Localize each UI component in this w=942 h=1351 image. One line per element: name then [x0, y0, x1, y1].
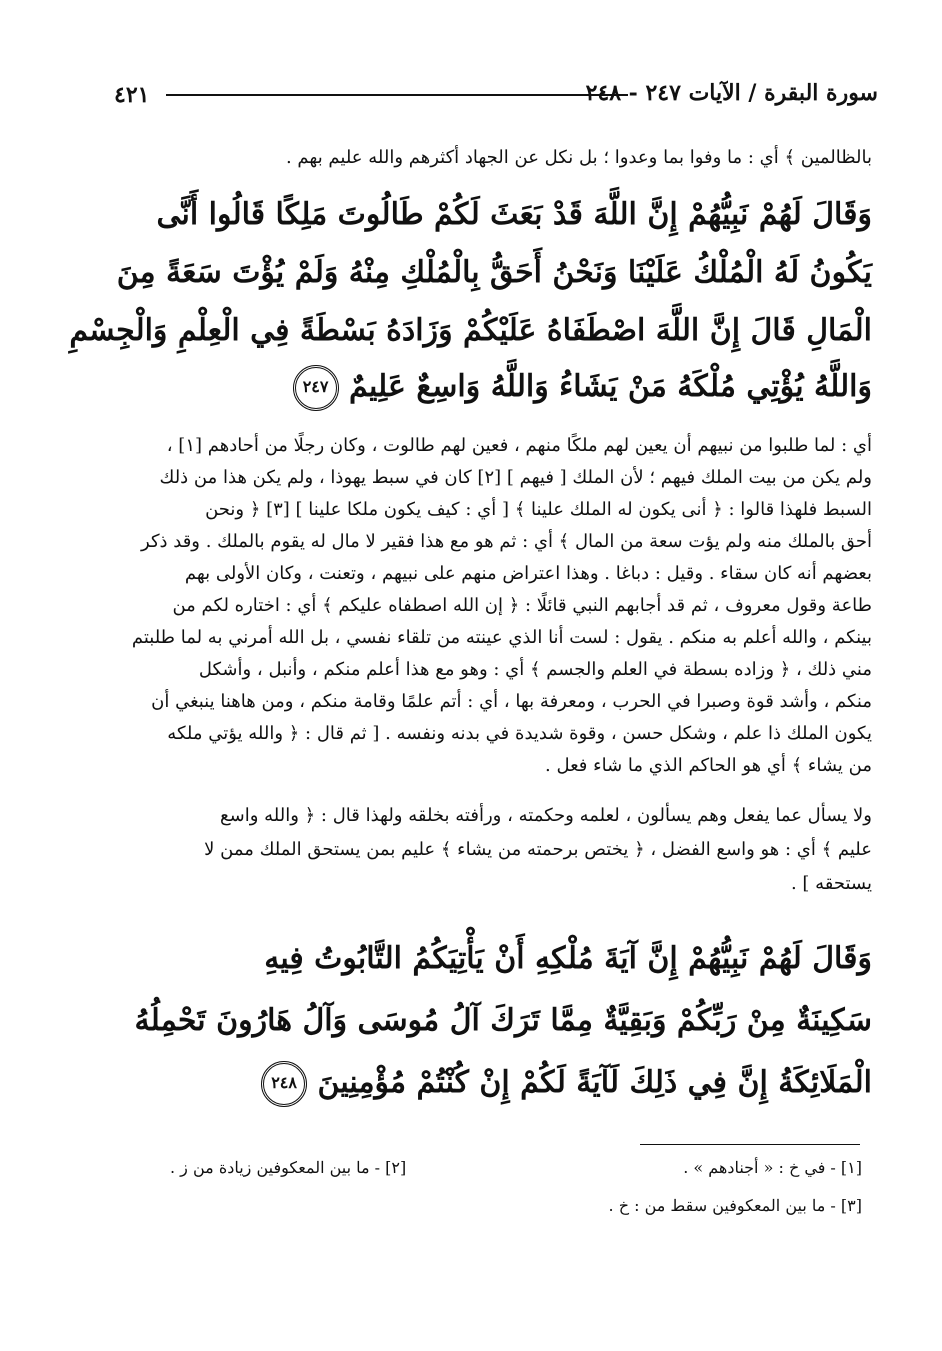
opening-line: بالظالمين ﴾ أي : ما وفوا بما وعدوا ؛ بل نكل عن الجهاد أكثرهم والله عليم بهم .	[285, 147, 872, 168]
commentary-1-line-3: السبط فلهذا قالوا : ﴿ أنى يكون له الملك علينا ﴾ [ أي : كيف يكون ملكا علينا ] [٣] ﴿ ونحن	[205, 499, 872, 520]
verse-248-line-1: وَقَالَ لَهُمْ نَبِيُّهُمْ إِنَّ آيَةَ مُلْكِهِ أَنْ يَأْتِيَكُمُ التَّابُوتُ فِيهِ	[264, 941, 872, 976]
commentary-2-line-1: ولا يسأل عما يفعل وهم يسألون ، لعلمه وحكمته ، ورأفته بخلقه ولهذا قال : ﴿ والله واسع	[220, 805, 872, 826]
footnote-2: [٢] - ما بين المعكوفين زيادة من ز .	[170, 1158, 407, 1177]
commentary-1-line-10: يكون الملك ذا علم ، وشكل حسن ، وقوة شديدة في بدنه ونفسه . [ ثم قال : ﴿ والله يؤتي ملكه	[167, 723, 872, 744]
footnote-1: [١] - في خ : « أجنادهم » .	[683, 1158, 862, 1177]
verse-247-line-4-text: وَاللَّهُ يُؤْتِي مُلْكَهُ مَنْ يَشَاءُ وَاللَّهُ وَاسِعٌ عَلِيمٌ	[349, 369, 872, 404]
ayah-number-247: ٢٤٧	[293, 365, 339, 411]
commentary-1-line-9: منكم ، وأشد قوة وصبرا في الحرب ، ومعرفة بها ، أي : أتم علمًا وقامة منكم ، ومن هاهنا ينبغي أن	[151, 691, 872, 712]
commentary-1-line-5: بعضهم أنه كان سقاء . وقيل : دباغا . وهذا اعتراض منهم على نبيهم ، وتعنت ، وكان الأولى بهم	[184, 563, 872, 584]
commentary-1-line-1: أي : لما طلبوا من نبيهم أن يعين لهم ملكًا منهم ، فعين لهم طالوت ، وكان رجلًا من أحادهم [١] ،	[166, 435, 872, 456]
verse-247-line-1: وَقَالَ لَهُمْ نَبِيُّهُمْ إِنَّ اللَّهَ قَدْ بَعَثَ لَكُمْ طَالُوتَ مَلِكًا قَالُوا أَنَّى	[156, 197, 872, 232]
commentary-1-line-11: من يشاء ﴾ أي هو الحاكم الذي ما شاء فعل .	[545, 755, 872, 776]
commentary-1-line-7: بينكم ، والله أعلم به منكم . يقول : لست أنا الذي عينته من تلقاء نفسي ، بل الله أمرني به لما طلبتم	[131, 627, 872, 648]
verse-247-line-2: يَكُونُ لَهُ الْمُلْكُ عَلَيْنَا وَنَحْنُ أَحَقُّ بِالْمُلْكِ مِنْهُ وَلَمْ يُؤْتَ سَعَةً مِنَ	[116, 255, 872, 290]
commentary-1-line-6: طاعة وقول معروف ، ثم قد أجابهم النبي قائلًا : ﴿ إن الله اصطفاه عليكم ﴾ أي : اختاره لكم من	[172, 595, 872, 616]
commentary-2-line-2: عليم ﴾ أي : هو واسع الفضل ، ﴿ يختص برحمته من يشاء ﴾ عليم بمن يستحق الملك ممن لا	[204, 839, 872, 860]
page-number: ٤٢١	[114, 82, 150, 108]
verse-248-line-3	[100, 1054, 872, 1112]
verse-248-line-2: سَكِينَةٌ مِنْ رَبِّكُمْ وَبَقِيَّةٌ مِمَّا تَرَكَ آلُ مُوسَى وَآلُ هَارُونَ تَحْمِلُهُ	[134, 1003, 872, 1038]
commentary-1-line-2: ولم يكن من بيت الملك فيهم ؛ لأن الملك [ فيهم ] [٢] كان في سبط يهوذا ، ولم يكن هذا من ذلك	[159, 467, 872, 488]
verse-247-line-4	[100, 358, 872, 416]
footnote-3: [٣] - ما بين المعكوفين سقط من : خ .	[608, 1196, 862, 1215]
header-rule	[166, 94, 628, 96]
verse-248-line-3-text: الْمَلَائِكَةُ إِنَّ فِي ذَلِكَ لَآيَةً لَكُمْ إِنْ كُنْتُمْ مُؤْمِنِينَ	[317, 1065, 872, 1100]
commentary-1-line-4: أحق بالملك منه ولم يؤت سعة من المال ﴾ أي : ثم هو مع هذا فقير لا مال له يقوم بالملك . وقد ذكر	[141, 531, 872, 552]
commentary-1-line-8: مني ذلك ، ﴿ وزاده بسطة في العلم والجسم ﴾ أي : وهو مع هذا أعلم منكم ، وأنبل ، وأشكل	[198, 659, 872, 680]
ayah-number-248: ٢٤٨	[261, 1061, 307, 1107]
commentary-2-line-3: يستحقه ] .	[790, 873, 872, 894]
footnote-rule	[640, 1144, 860, 1145]
verse-247-line-3: الْمَالِ قَالَ إِنَّ اللَّهَ اصْطَفَاهُ عَلَيْكُمْ وَزَادَهُ بَسْطَةً فِي الْعِلْمِ وَالْجِسْمِ	[69, 313, 872, 348]
page-header	[108, 78, 878, 118]
running-title: سورة البقرة / الآيات ٢٤٧ - ٢٤٨	[585, 80, 878, 106]
